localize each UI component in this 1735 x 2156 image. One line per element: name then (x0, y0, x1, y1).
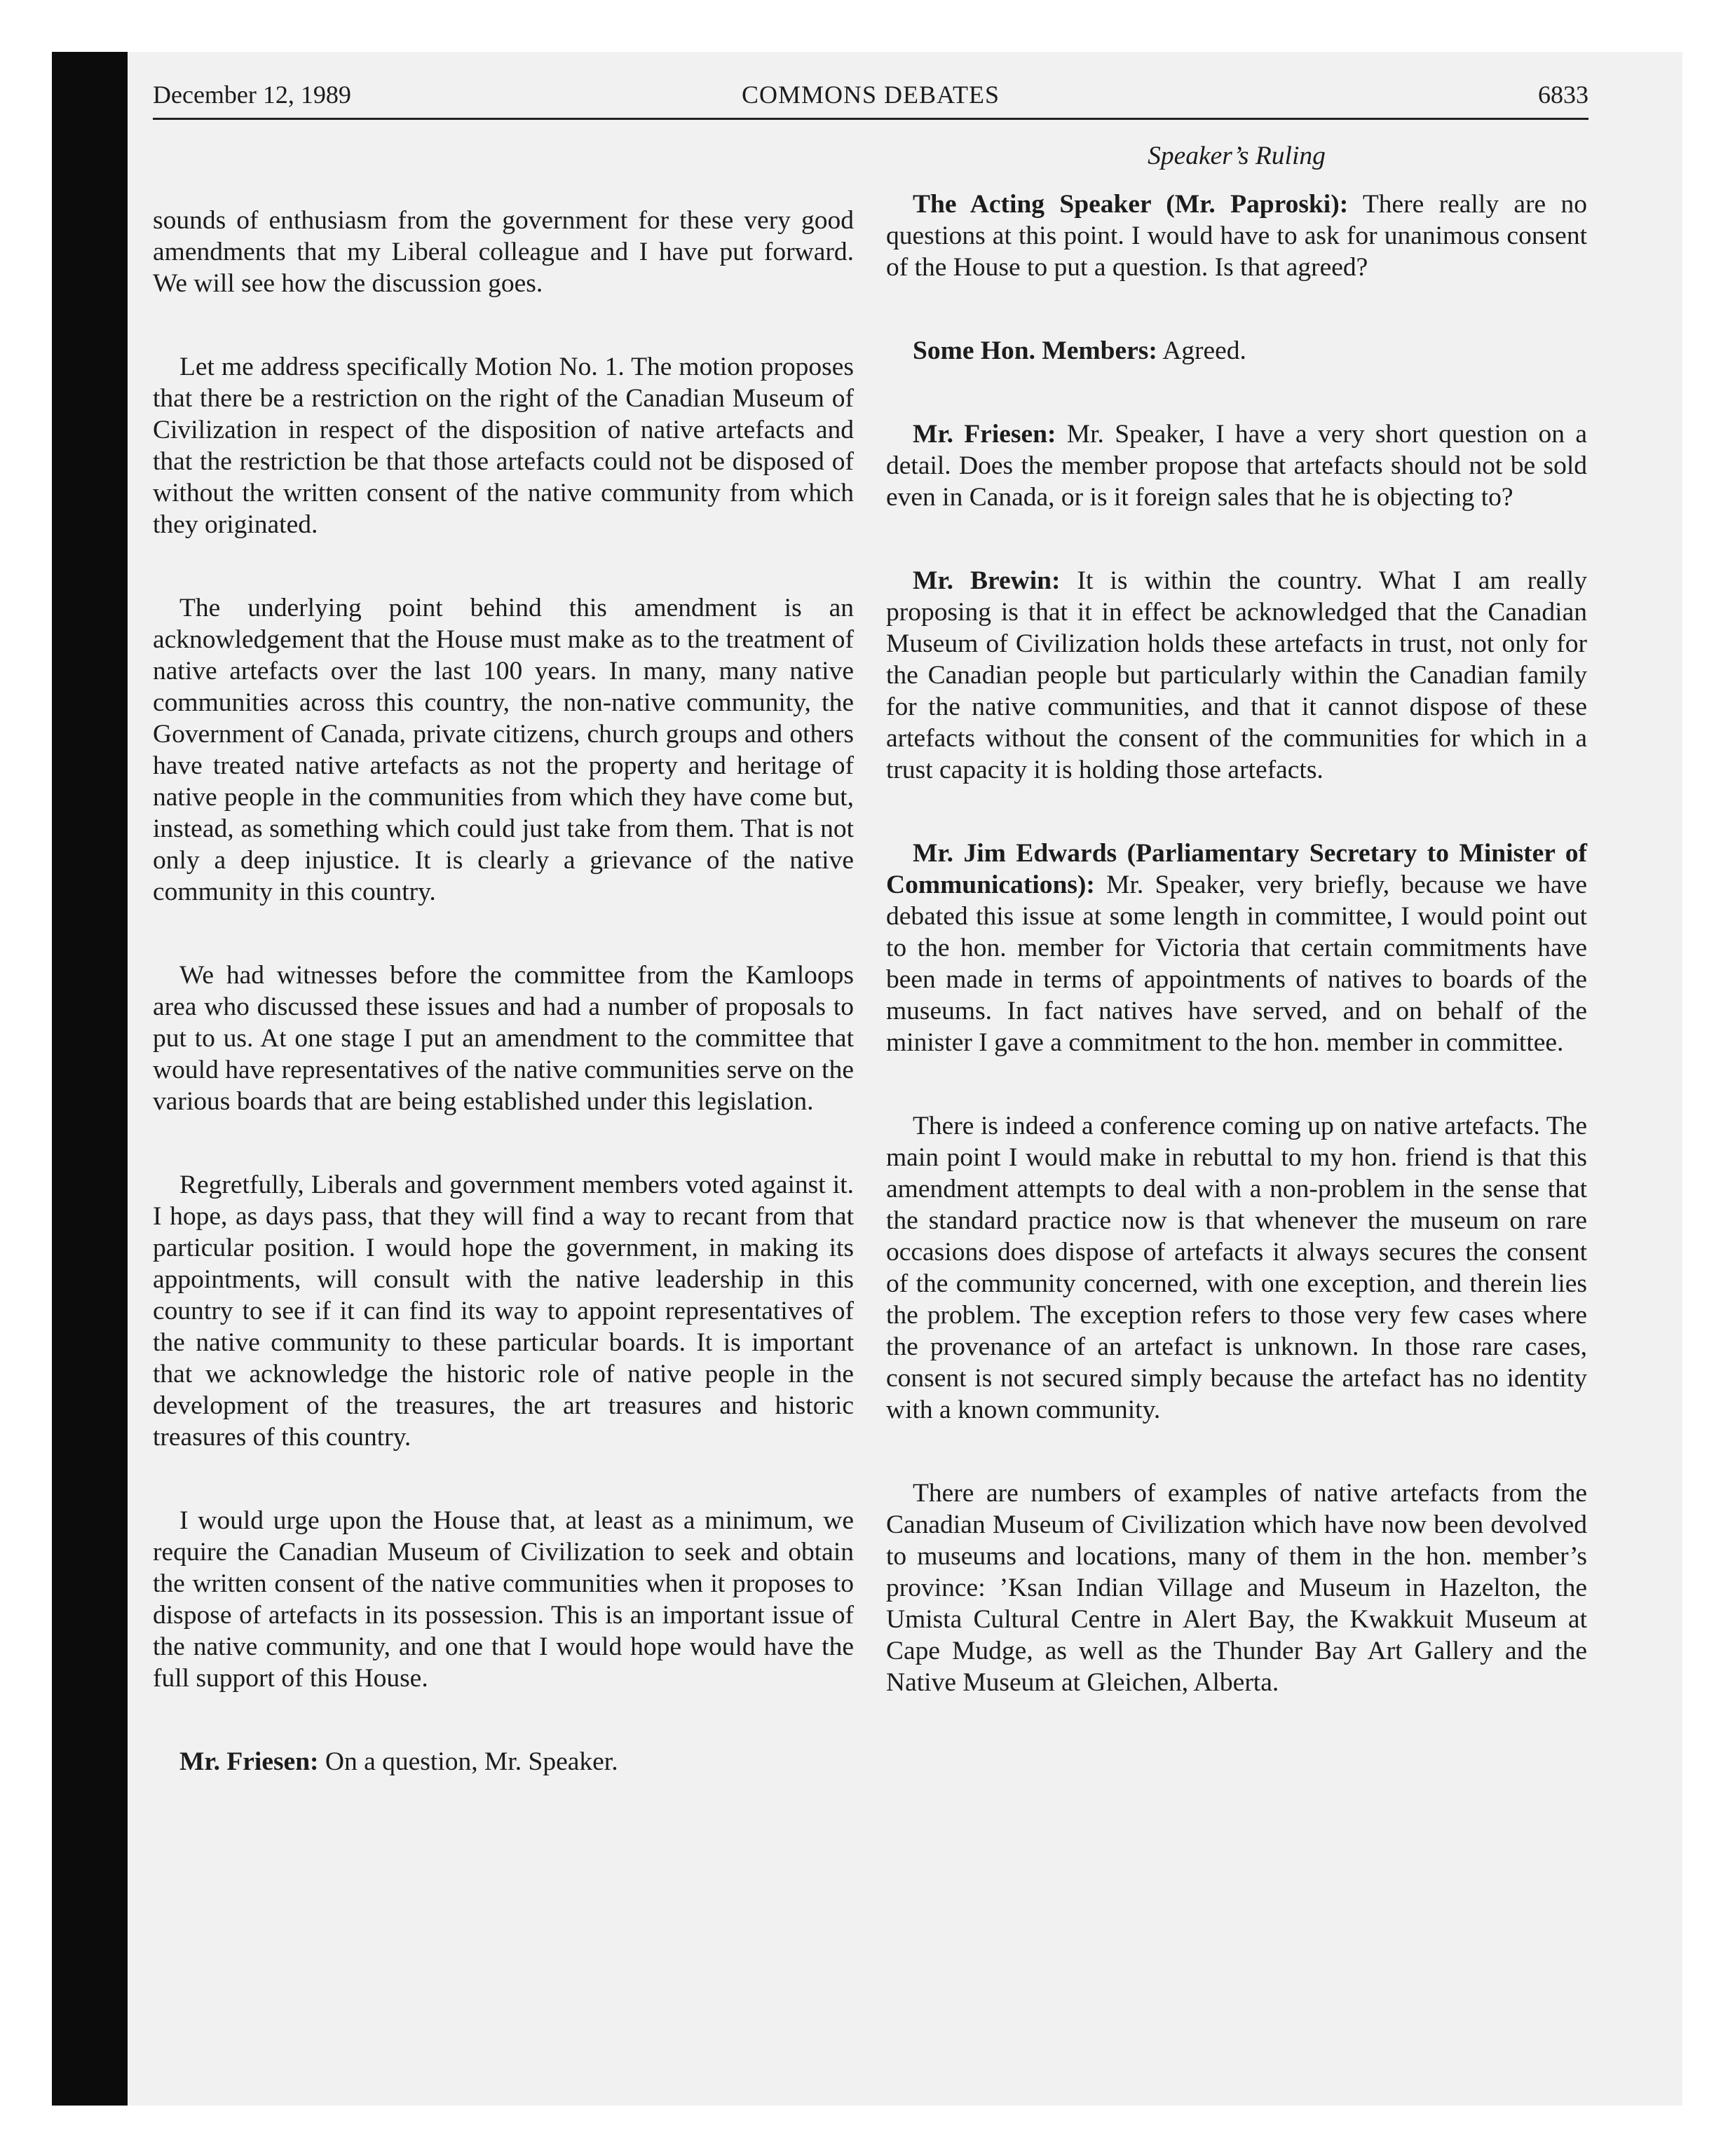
paragraph (153, 592, 854, 908)
header-date: December 12, 1989 (153, 81, 351, 109)
right-column (886, 140, 1587, 1698)
header-page-number: 6833 (1538, 81, 1588, 109)
paragraph-text: I would urge upon the House that, at least as a minimum, we require the Canadian Museum of Civilization to seek and obtain the written consent of the native communities when it proposes to dispose of artefacts in its possession. This is an important issue of the native community, and one that I would hope would have the full support of this House. (153, 1506, 854, 1693)
paragraph-text: On a question, Mr. Speaker. (325, 1747, 618, 1776)
paragraph-text: The underlying point behind this amendment is an acknowledgement that the House must make as to the treatment of native artefacts over the last 100 years. In many, many native communities across this country, the non-native community, the Government of Canada, private citizens, church groups and others have treated native artefacts as not the property and heritage of native people in the communities from which they have come but, instead, as something which could just take from them. That is not only a deep injustice. It is clearly a grievance of the native community in this country. (153, 594, 854, 906)
paragraph-text: Let me address specifically Motion No. 1. The motion proposes that there be a restriction on the right of the Canadian Museum of Civilization in respect of the disposition of native artefacts and that the restriction be that those artefacts could not be disposed of without the written consent of the native community from which they originated. (153, 353, 854, 539)
paragraph-text: Regretfully, Liberals and government members voted against it. I hope, as days pass, that they will find a way to recant from that particular position. I would hope the government, in making its appointments, will consult with the native leadership in this country to see if it can find its way to appoint representatives of the native community to these particular boards. It is important that we acknowledge the historic role of native people in the development of the treasures, the art treasures and historic treasures of this country. (153, 1171, 854, 1452)
speaker-name: Mr. Jim Edwards (Parliamentary Secretary to Minister of Communications): (886, 839, 1587, 899)
section-title: Speaker’s Ruling (1148, 142, 1326, 170)
paragraph-text: sounds of enthusiasm from the government for these very good amendments that my Liberal colleague and I have put forward. We will see how the discussion goes. (153, 206, 854, 298)
paragraph (886, 1478, 1587, 1698)
speaker-name: Some Hon. Members: (913, 336, 1157, 365)
paragraph (886, 838, 1587, 1058)
paragraph-text: There really are no questions at this point. I would have to ask for unanimous consent of the House to put a question. Is that agreed? (886, 190, 1587, 282)
header-journal-title: COMMONS DEBATES (741, 81, 1000, 109)
paragraph-text: Mr. Speaker, very briefly, because we have debated this issue at some length in committee, I would point out to the hon. member for Victoria that certain commitments have been made in terms of appointments of natives to boards of the museums. In fact natives have served, and on behalf of the minister I gave a commitment to the hon. member in committee. (886, 871, 1587, 1057)
speaker-name: Mr. Friesen: (179, 1747, 319, 1776)
paragraph (153, 351, 854, 540)
paragraph-text: Agreed. (1162, 336, 1246, 365)
paragraph (153, 1169, 854, 1453)
paragraph (886, 1110, 1587, 1426)
left-column (153, 205, 854, 1778)
paragraph (886, 189, 1587, 283)
paragraph (153, 1746, 854, 1778)
paragraph (886, 418, 1587, 513)
speaker-name: The Acting Speaker (Mr. Paproski): (913, 190, 1349, 219)
paragraph (886, 565, 1587, 786)
paragraph (153, 205, 854, 299)
speaker-name: Mr. Brewin: (913, 566, 1061, 595)
paragraph-text: We had witnesses before the committee from the Kamloops area who discussed these issues and had a number of proposals to put to us. At one stage I put an amendment to the committee that would have representatives of the native communities serve on the various boards that are being established under this legislation. (153, 961, 854, 1116)
header-rule (153, 118, 1588, 120)
paragraph-text: Mr. Speaker, I have a very short question on a detail. Does the member propose that artefacts should not be sold even in Canada, or is it foreign sales that he is objecting to? (886, 420, 1587, 512)
running-head (153, 73, 1588, 112)
paragraph-text: There are numbers of examples of native artefacts from the Canadian Museum of Civilization which have now been devolved to museums and locations, many of them in the hon. member’s province: ’Ksan Indian Village and Museum in Hazelton, the Umista Cultural Centre in Alert Bay, the Kwakkuit Museum at Cape Mudge, as well as the Thunder Bay Art Gallery and the Native Museum at Gleichen, Alberta. (886, 1479, 1587, 1697)
speaker-name: Mr. Friesen: (913, 420, 1056, 449)
paragraph (153, 1505, 854, 1694)
paragraph (153, 960, 854, 1117)
paragraph-text: There is indeed a conference coming up on native artefacts. The main point I would make in rebuttal to my hon. friend is that this amendment attempts to deal with a non-problem in the sense that the standard practice now is that whenever the museum on rare occasions does dispose of artefacts it always secures the consent of the community concerned, with one exception, and therein lies the problem. The exception refers to those very few cases where the provenance of an artefact is unknown. In those rare cases, consent is not secured simply because the artefact has no identity with a known community. (886, 1112, 1587, 1424)
binding-edge (52, 52, 128, 2106)
paragraph-text: It is within the country. What I am really proposing is that it in effect be acknowledged that the Canadian Museum of Civilization holds these artefacts in trust, not only for the Canadian people but particularly within the Canadian family for the native communities, and that it cannot dispose of these artefacts without the consent of the communities for which in a trust capacity it is holding those artefacts. (886, 566, 1587, 784)
paragraph (886, 335, 1587, 367)
